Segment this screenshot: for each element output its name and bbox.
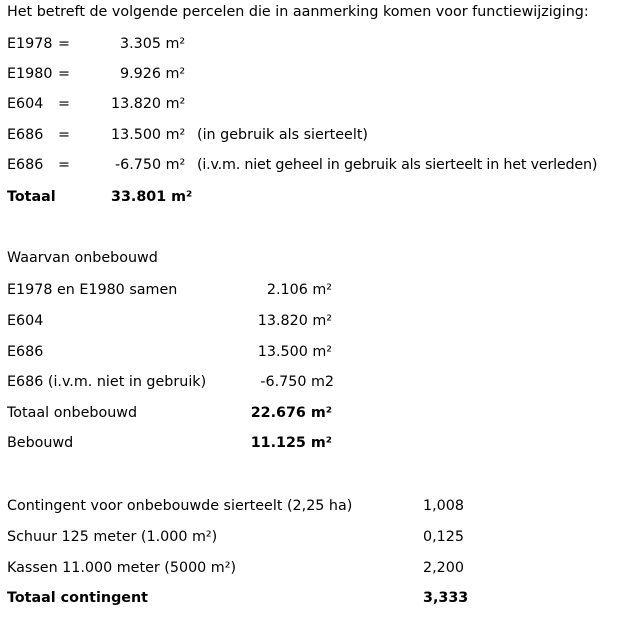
parcel-value: 3.305 m² bbox=[120, 36, 186, 52]
contingent-row-value: 2,200 bbox=[423, 560, 464, 576]
unbuilt-row-value: -6.750 m2 bbox=[260, 374, 334, 390]
unbuilt-total-label: Totaal onbebouwd bbox=[7, 405, 138, 421]
built-label: Bebouwd bbox=[7, 435, 74, 451]
contingent-row-value: 1,008 bbox=[423, 498, 464, 514]
parcel-equals: = bbox=[58, 96, 70, 112]
unbuilt-total-value: 22.676 m² bbox=[250, 405, 332, 421]
contingent-total-value: 3,333 bbox=[423, 590, 469, 606]
contingent-row-label: Schuur 125 meter (1.000 m²) bbox=[7, 529, 218, 545]
contingent-row-label: Kassen 11.000 meter (5000 m²) bbox=[7, 560, 237, 576]
parcel-id: E686 bbox=[7, 127, 44, 143]
unbuilt-row-label: E686 bbox=[7, 344, 44, 360]
parcel-value: -6.750 m² bbox=[115, 157, 186, 173]
unbuilt-row-label: E1978 en E1980 samen bbox=[7, 282, 178, 298]
unbuilt-row-value: 13.820 m² bbox=[257, 313, 332, 329]
intro-text: Het betreft de volgende percelen die in aanmerking komen voor functiewijziging: bbox=[7, 4, 589, 20]
unbuilt-row-value: 2.106 m² bbox=[266, 282, 332, 298]
parcel-equals: = bbox=[58, 36, 70, 52]
parcel-id: E1978 bbox=[7, 36, 53, 52]
parcel-value: 9.926 m² bbox=[120, 66, 186, 82]
parcel-equals: = bbox=[58, 127, 70, 143]
parcel-equals: = bbox=[58, 66, 70, 82]
parcel-value: 13.820 m² bbox=[111, 96, 186, 112]
parcel-id: E686 bbox=[7, 157, 44, 173]
contingent-row-label: Contingent voor onbebouwde sierteelt (2,25 ha) bbox=[7, 498, 353, 514]
parcel-note: (i.v.m. niet geheel in gebruik als sierteelt in het verleden) bbox=[197, 157, 598, 173]
unbuilt-row-label: E686 (i.v.m. niet in gebruik) bbox=[7, 374, 207, 390]
parcel-equals: = bbox=[58, 157, 70, 173]
total-label: Totaal bbox=[7, 189, 56, 205]
contingent-row-value: 0,125 bbox=[423, 529, 464, 545]
parcel-id: E604 bbox=[7, 96, 44, 112]
built-value: 11.125 m² bbox=[250, 435, 332, 451]
parcel-value: 13.500 m² bbox=[111, 127, 186, 143]
unbuilt-heading: Waarvan onbebouwd bbox=[7, 250, 158, 266]
contingent-total-label: Totaal contingent bbox=[7, 590, 149, 606]
unbuilt-row-value: 13.500 m² bbox=[257, 344, 332, 360]
total-value: 33.801 m² bbox=[111, 189, 193, 205]
unbuilt-row-label: E604 bbox=[7, 313, 44, 329]
parcel-id: E1980 bbox=[7, 66, 53, 82]
parcel-note: (in gebruik als sierteelt) bbox=[197, 127, 369, 143]
